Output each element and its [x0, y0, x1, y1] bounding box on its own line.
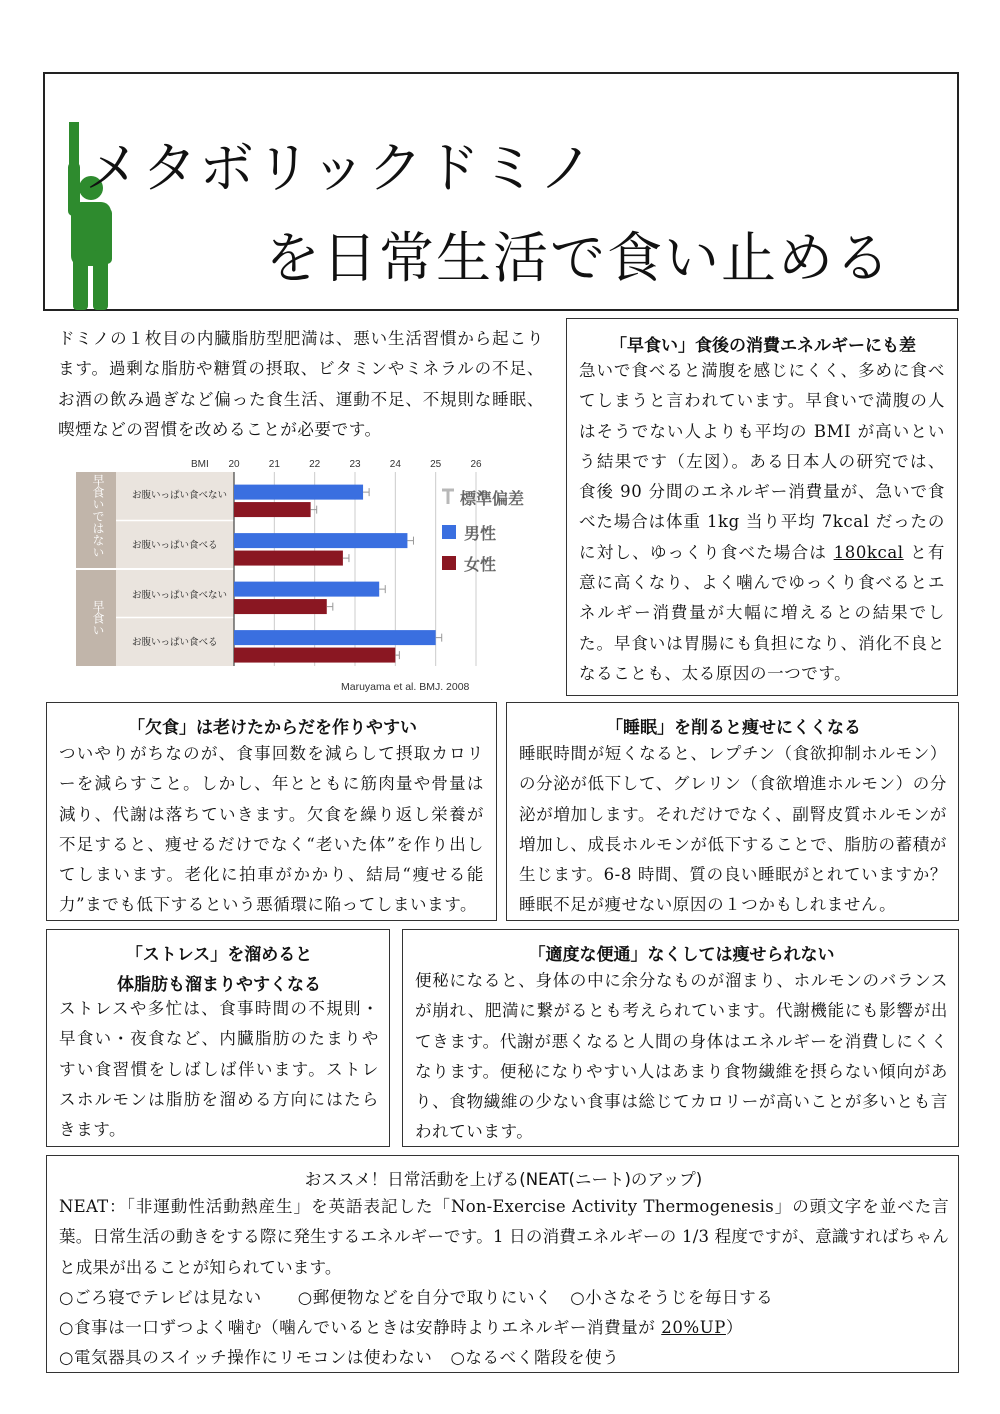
title-box [43, 72, 959, 311]
chart-bar-female [234, 551, 343, 566]
figure-left-leg [73, 250, 88, 310]
bmi-chart [76, 452, 560, 696]
neat-tip-chew-underline: 20%UP [661, 1318, 726, 1337]
chart-tick-label: 22 [309, 459, 321, 470]
section-hayagui-heading: 「早食い」食後の消費エネルギーにも差 [610, 336, 916, 356]
chart-row-label: お腹いっぱい食べない [132, 590, 228, 601]
neat-tip-chew-a: ○食事は一口ずつよく噛む（噛んでいるときは安静時よりエネルギー消費量が [59, 1318, 662, 1337]
section-benpi-heading: 「適度な便通」なくしては痩せられない [528, 945, 835, 965]
chart-bar-female [234, 599, 327, 614]
hayagui-text-b: と有意に高くなり、よく噛んでゆっくり食べるとエネルギー消費量が大幅に増えるとの結果でした。早食いは胃腸にも負担になり、消化不良となることも、太る原因の一つです。 [579, 542, 945, 683]
figure-right-leg [93, 250, 108, 310]
chart-bar-male [234, 485, 363, 500]
legend-male-label: 男性 [464, 524, 497, 543]
chart-error-bar [311, 506, 317, 514]
legend-male-swatch [442, 525, 456, 539]
neat-tip-remote: ○電気器具のスイッチ操作にリモコンは使わない [59, 1348, 433, 1367]
section-benpi-text: 便秘になると、身体の中に余分なものが溜まり、ホルモンのバランスが崩れ、肥満に繋がるとも考えられています。代謝機能にも影響が出てきます。代謝が悪くなると人間の身体はエネルギーを消費しにくくなります。便秘になりやすい人はあまり食物繊維を摂らない傾向があり、食物繊維の少ない食事は総じてカロリーが高いことが多いとも言われています。 [415, 971, 948, 1142]
chart-error-bar [363, 488, 369, 496]
chart-bar-female [234, 648, 395, 663]
neat-tips-row-3 [59, 1343, 949, 1373]
section-stress-heading-2: 体脂肪も溜まりやすくなる [117, 975, 321, 995]
intro-text: ドミノの１枚目の内臓脂肪型肥満は、悪い生活習慣から起こります。過剰な脂肪や糖質の摂取、ビタミンやミネラルの不足、お酒の飲み過ぎなど偏った食生活、運動不足、不規則な睡眠、喫煙などの習慣を改めることが必要です。 [58, 329, 544, 439]
chart-group-label-2: 早食い [91, 600, 105, 636]
legend-std-dev [442, 489, 524, 508]
section-neat-text: NEAT：「非運動性活動熱産生」を英語表記した「Non-Exercise Activity Thermogenesis」の頭文字を並べた言葉。日常生活の動きをする際に発生するエネルギーです。1 日の消費エネルギーの 1/3 程度ですが、意識すればちゃんと成果が出ることが知られています。 [59, 1197, 949, 1277]
chart-group-label-1: 早食いではない [91, 474, 105, 558]
legend-male [442, 524, 496, 543]
neat-tip-chew-b: ） [725, 1318, 744, 1337]
chart-error-bar [327, 603, 333, 611]
section-neat [46, 1155, 959, 1373]
figure-blade [69, 122, 79, 164]
chart-row-label: お腹いっぱい食べる [132, 540, 218, 551]
section-suimin-text: 睡眠時間が短くなると、レプチン（食欲抑制ホルモン）の分泌が低下して、グレリン（食欲増進ホルモン）の分泌が増加します。それだけでなく、副腎皮質ホルモンが増加し、成長ホルモンが低下することで、脂肪の蓄積が生じます。6-8 時間、質の良い睡眠がとれていますか？睡眠不足が痩せない原因の１つかもしれません。 [519, 744, 947, 915]
chart-tick-label: 21 [268, 459, 280, 470]
chart-axis-label: BMI [191, 459, 209, 470]
section-hayagui [566, 318, 958, 696]
chart-tick-label: 23 [349, 459, 361, 470]
legend-female-label: 女性 [464, 555, 497, 574]
chart-bar-female [234, 502, 311, 517]
chart-error-bar [395, 651, 399, 659]
section-neat-heading: おススメ！日常活動を上げる(NEAT(ニート)のアップ) [304, 1170, 703, 1189]
section-stress [46, 929, 390, 1147]
chart-error-bar [436, 634, 442, 642]
chart-bar-male [234, 533, 407, 548]
section-suimin-heading: 「睡眠」を削ると痩せにくくなる [606, 718, 861, 738]
neat-tip-cleaning: ○小さなそうじを毎日する [570, 1288, 774, 1307]
section-kesshoku [46, 702, 497, 921]
neat-tip-mail: ○郵便物などを自分で取りにいく [297, 1288, 553, 1307]
title-line-2: を日常生活で食い止める [265, 226, 893, 290]
section-kesshoku-text: ついやりがちなのが、食事回数を減らして摂取カロリーを減らすこと。しかし、年とともに筋肉量や骨量は減り、代謝は落ちていきます。欠食を繰り返し栄養が不足すると、痩せるだけでなく“老いた体”を作り出してしまいます。老化に拍車がかかり、結局“痩せる能力”までも低下するという悪循環に陥ってしまいます。 [59, 744, 484, 915]
neat-tip-tv: ○ごろ寝でテレビは見ない [59, 1288, 262, 1307]
section-kesshoku-heading: 「欠食」は老けたからだを作りやすい [128, 718, 417, 738]
chart-tick-label: 25 [430, 459, 442, 470]
hayagui-text-a: 急いで食べると満腹を感じにくく、多めに食べてしまうと言われています。早食いで満腹の人はそうでない人よりも平均の BMI が高いという結果です（左図）。ある日本人の研究では、食後 90 分間のエネルギー消費量が、急いで食べた場合は体重 1kg 当り平均 7kcal だったのに対し、ゆっくり食べた場合は [579, 361, 945, 562]
chart-tick-label: 20 [228, 459, 240, 470]
chart-error-bar [379, 585, 385, 593]
chart-bar-male [234, 630, 436, 645]
legend-std-dev-label: 標準偏差 [460, 489, 525, 508]
legend-std-dev-icon [442, 490, 454, 504]
hayagui-kcal-underline: 180kcal [833, 542, 904, 562]
section-stress-text: ストレスや多忙は、食事時間の不規則・早食い・夜食など、内臓脂肪のたまりやすい食習慣をしばしば伴います。ストレスホルモンは脂肪を溜める方向にはたらきます。 [59, 999, 379, 1140]
section-benpi [402, 929, 959, 1147]
chart-error-bar [343, 554, 349, 562]
legend-female-swatch [442, 556, 456, 570]
title-line-1: メタボリックドミノ [85, 136, 596, 200]
neat-tips-row-2 [59, 1313, 949, 1343]
neat-tips-row-1 [59, 1283, 949, 1313]
chart-row-label: お腹いっぱい食べる [132, 637, 218, 648]
neat-tip-stairs: ○なるべく階段を使う [450, 1348, 620, 1367]
chart-tick-label: 26 [470, 459, 482, 470]
section-suimin [506, 702, 959, 921]
chart-row-label: お腹いっぱい食べない [132, 490, 228, 501]
legend-female [442, 555, 496, 574]
chart-error-bar [407, 537, 413, 545]
chart-tick-label: 24 [389, 459, 401, 470]
chart-bar-male [234, 582, 379, 597]
chart-source: Maruyama et al. BMJ. 2008 [341, 681, 470, 693]
section-stress-heading-1: 「ストレス」を溜めると [125, 945, 313, 965]
section-hayagui-text [579, 356, 945, 689]
